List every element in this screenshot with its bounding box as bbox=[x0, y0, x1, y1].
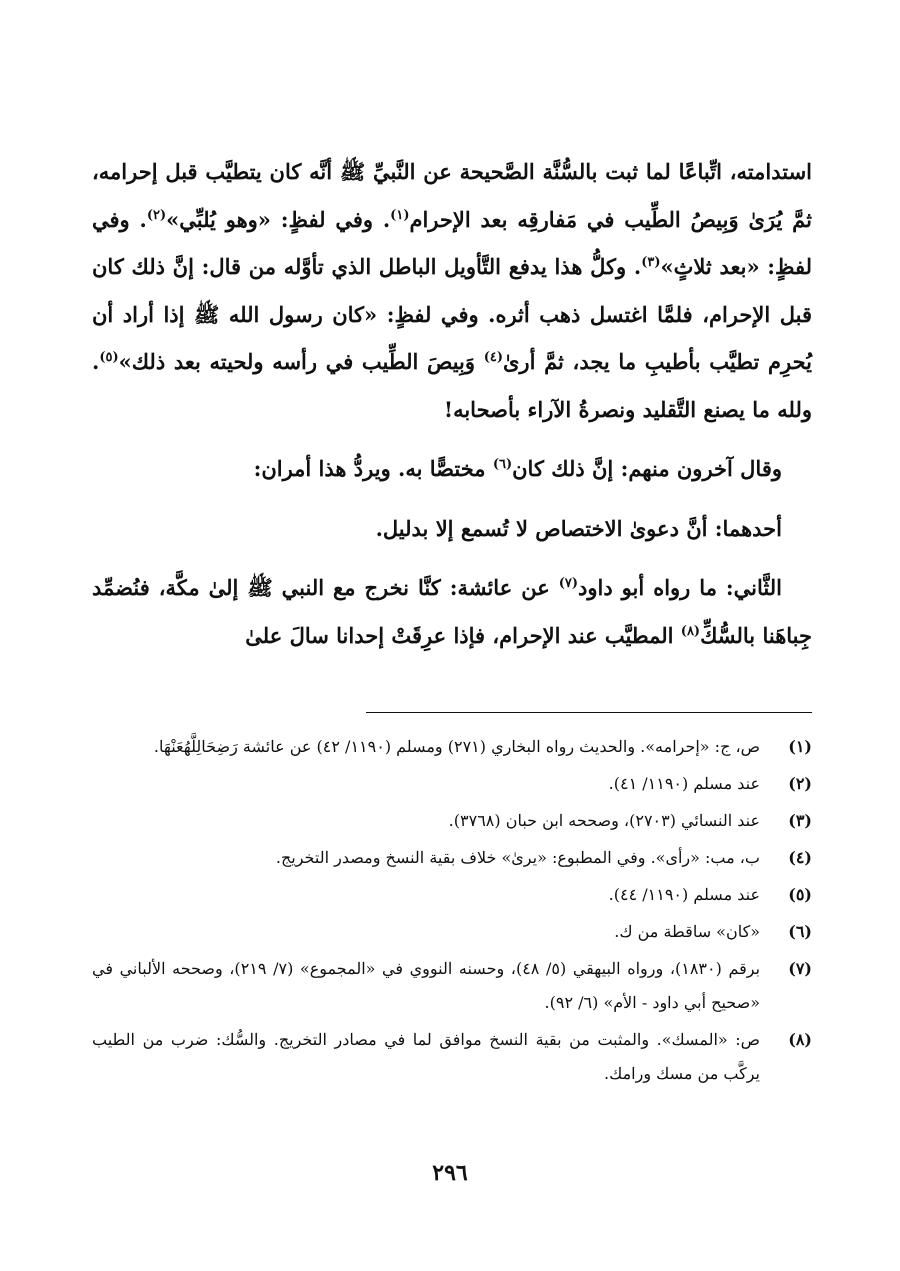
text-run: مختصًّا به. ويردُّ هذا أمران: bbox=[253, 456, 493, 481]
footnote bbox=[92, 730, 812, 764]
footnote bbox=[92, 952, 812, 1020]
footnote-ref-1[interactable]: (١) bbox=[390, 207, 410, 223]
footnote-ref-4[interactable]: (٤) bbox=[483, 350, 503, 365]
text-run: استدامته، اتِّباعًا لما ثبت بالسُّنَّة الصَّحيحة عن النَّبيِّ ﷺ أنَّه كان يتطيَّب قبل إحرامه، ثمَّ يُرَىٰ وَبِيصُ الطِّيب في مَفارقِه بعد الإحرام bbox=[92, 159, 812, 232]
footnote-number: (٦) bbox=[788, 922, 812, 941]
footnote-number: (٨) bbox=[788, 1030, 812, 1049]
footnote bbox=[92, 804, 812, 838]
footnote-number: (٣) bbox=[788, 811, 812, 830]
footnote bbox=[92, 915, 812, 949]
footnote-text: برقم (١٨٣٠)، ورواه البيهقي (٥/ ٤٨)، وحسنه النووي في «المجموع» (٧/ ٢١٩)، وصححه الألباني في «صحيح أبي داود - الأم» (٦/ ٩٢). bbox=[92, 959, 761, 1012]
footnote-text: عند مسلم (١١٩٠/ ٤٤). bbox=[608, 885, 760, 904]
footnote-number: (٧) bbox=[788, 959, 812, 978]
paragraph-2 bbox=[92, 445, 812, 493]
footnote-ref-7[interactable]: (٧) bbox=[558, 576, 579, 591]
footnote bbox=[92, 1023, 812, 1091]
main-text bbox=[92, 148, 812, 659]
footnote-text: ص: «المسك». والمثبت من بقية النسخ موافق لما في مصادر التخريج. والسُّك: ضرب من الطيب يركَّب من مسك ورامك. bbox=[92, 1030, 760, 1083]
footnote-text: ب، مب: «رأى». وفي المطبوع: «يرىٰ» خلاف بقية النسخ ومصدر التخريج. bbox=[275, 848, 760, 867]
footnote-text: «كان» ساقطة من ك. bbox=[614, 922, 760, 941]
footnote-ref-3[interactable]: (٣) bbox=[641, 255, 661, 270]
paragraph-3: أحدهما: أنَّ دعوىٰ الاختصاص لا تُسمع إلا بدليل. bbox=[375, 515, 782, 541]
footnotes bbox=[92, 730, 812, 1094]
text-run: المطيَّب عند الإحرام، فإذا عرِقَتْ إحدانا سالَ علىٰ bbox=[245, 622, 681, 648]
footnote bbox=[92, 878, 812, 912]
text-run: عن عائشة: كنَّا نخرج مع النبي ﷺ إلىٰ مكَّة، فنُضمِّد جِباهَنا بالسُّكِّ bbox=[92, 575, 812, 648]
footnote-number: (٤) bbox=[788, 848, 812, 867]
text-run: وقال آخرون منهم: إنَّ ذلك كان bbox=[512, 456, 782, 481]
footnote-text: ص، ج: «إحرامه». والحديث رواه البخاري (٢٧١) ومسلم (١١٩٠/ ٤٢) عن عائشة رَضِحَالِلَّهُعَنْهَا. bbox=[153, 737, 760, 756]
footnote-ref-6[interactable]: (٦) bbox=[492, 457, 513, 472]
footnote-number: (١) bbox=[788, 737, 812, 756]
footnote-text: عند مسلم (١١٩٠/ ٤١). bbox=[608, 774, 760, 793]
text-run: وَبِيصَ الطِّيب في رأسه ولحيته بعد ذلك» bbox=[118, 349, 484, 374]
footnote-text: عند النسائي (٢٧٠٣)، وصححه ابن حبان (٣٧٦٨). bbox=[448, 811, 760, 830]
footnote-separator bbox=[366, 712, 812, 713]
footnote-number: (٢) bbox=[788, 774, 812, 793]
text-run: . وكلُّ هذا يدفع التَّأويل الباطل الذي تأوَّله من قال: إنَّ ذلك كان قبل الإحرام، فلمَّا اغتسل ذهب أثره. وفي لفظٍ: «كان رسول الله ﷺ إذا أراد أن يُحرِم تطيَّب بأطيبِ ما يجد، ثمَّ أرىٰ bbox=[92, 254, 812, 374]
paragraph-4 bbox=[92, 564, 812, 659]
footnote bbox=[92, 841, 812, 875]
text-run: . ولله ما يصنع التَّقليد ونصرةُ الآراء بأصحابه! bbox=[92, 349, 812, 422]
text-run: الثَّاني: ما رواه أبو داود bbox=[578, 575, 782, 600]
footnote-ref-5[interactable]: (٥) bbox=[99, 350, 119, 365]
text-run: . وفي لفظٍ: «بعد ثلاثٍ» bbox=[92, 206, 812, 279]
paragraph-1 bbox=[92, 148, 812, 433]
text-run: . وفي لفظٍ: «وهو يُلبِّي» bbox=[166, 206, 391, 232]
footnote-number: (٥) bbox=[788, 885, 812, 904]
footnote-ref-8[interactable]: (٨) bbox=[680, 623, 701, 639]
page-number: ٢٩٦ bbox=[432, 1160, 468, 1186]
footnote-ref-2[interactable]: (٢) bbox=[146, 207, 167, 223]
footnote bbox=[92, 767, 812, 801]
